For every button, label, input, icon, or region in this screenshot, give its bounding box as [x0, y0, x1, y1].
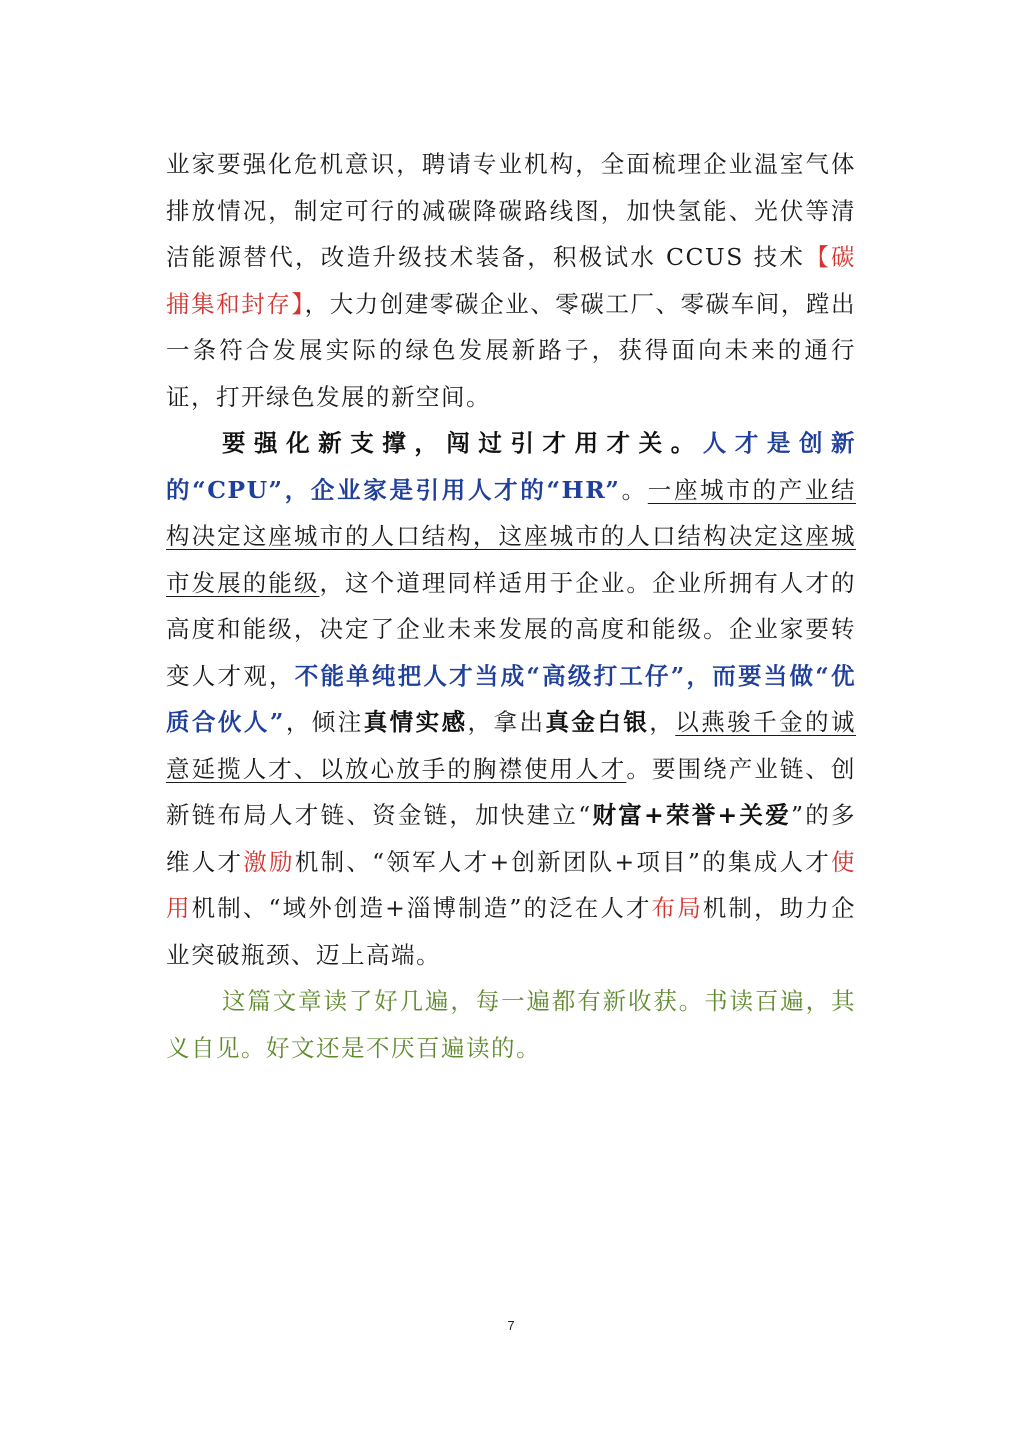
ccus-annotation: 【碳捕集和封存】 — [166, 243, 857, 318]
red-use: 使用 — [166, 847, 857, 922]
paragraph-carbon-text-2: ，大力创建零碳企业、零碳工厂、零碳车间，蹚出一条符合发展实际的绿色发展新路子，获得面向未来的通行证，打开绿色发展的新空间。 — [166, 289, 857, 411]
red-incentive: 激励 — [243, 847, 295, 876]
talent-text-1: 。 — [620, 475, 648, 504]
section-heading: 要强化新支撑，闯过引才用才关。 — [222, 429, 703, 457]
talent-text-8: 机制、“领军人才+创新团队+项目”的集成人才 — [294, 847, 832, 876]
talent-text-4: ，拿出 — [467, 708, 546, 736]
bold-real-money: 真金白银 — [545, 708, 650, 736]
bold-wealth-honor-care: 财富+荣誉+关爱 — [591, 801, 791, 829]
talent-text-9: 机制、“域外创造+淄博制造”的泛在人才 — [191, 894, 652, 922]
talent-text-5: ， — [649, 708, 676, 736]
talent-text-6: 。要围绕产业链、创新链布局人才链、资金链，加快建立“ — [166, 754, 857, 829]
paragraph-talent — [166, 420, 856, 978]
highlight-partner: 不能单纯把人才当成“高级打工仔”，而要当做“优质合伙人” — [166, 661, 856, 736]
bold-sincerity: 真情实感 — [363, 708, 468, 736]
talent-text-2: ，这个道理同样适用于企业。企业所拥有人才的高度和能级，决定了企业未来发展的高度和能级。企业家要转变人才观， — [166, 568, 857, 690]
paragraph-carbon — [166, 141, 856, 420]
underlined-recruit-talent: 以燕骏千金的诚意延揽人才、以放心放手的胸襟使用人才 — [166, 708, 857, 783]
talent-text-3: ，倾注 — [284, 708, 364, 736]
page-number: 7 — [507, 1318, 515, 1333]
body-text — [166, 141, 856, 1071]
reader-comment: 这篇文章读了好几遍，每一遍都有新收获。书读百遍，其义自见。好文还是不厌百遍读的。 — [166, 987, 856, 1062]
underlined-city-structure: 一座城市的产业结构决定这座城市的人口结构，这座城市的人口结构决定这座城市发展的能级 — [166, 475, 856, 597]
paragraph-carbon-text-1: 业家要强化危机意识，聘请专业机构，全面梳理企业温室气体排放情况，制定可行的减碳降碳路线图，加快氢能、光伏等清洁能源替代，改造升级技术装备，积极试水 CCUS 技术 — [166, 150, 856, 271]
paragraph-comment — [166, 978, 856, 1071]
highlight-cpu-hr: 人才是创新的“CPU”，企业家是引用人才的“HR” — [166, 429, 857, 504]
talent-text-10: 机制，助力企业突破瓶颈、迈上高端。 — [166, 894, 857, 969]
talent-text-7: ”的多维人才 — [166, 801, 857, 876]
red-layout: 布局 — [651, 894, 703, 922]
